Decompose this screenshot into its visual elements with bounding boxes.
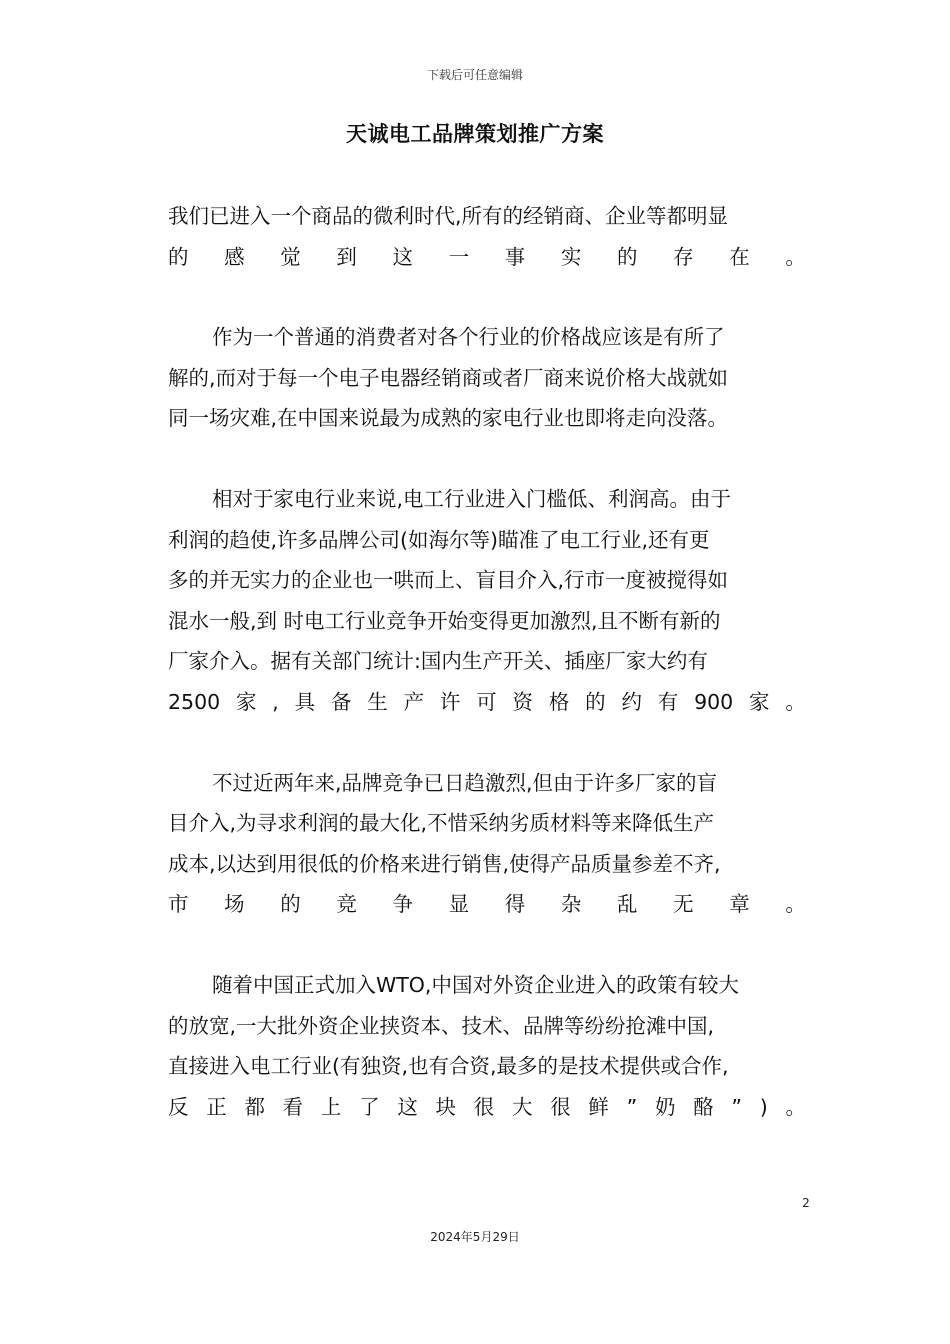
spread-char: 的 — [617, 244, 638, 269]
text-line: 目介入,为寻求利润的最大化,不惜采纳劣质材料等来降低生产 — [168, 811, 715, 836]
spread-char: 。 — [785, 892, 806, 917]
spread-char: 的 — [168, 244, 189, 269]
spread-char: 的 — [585, 689, 606, 714]
text-line: 解的,而对于每一个电子电器经销商或者厂商来说价格大战就如 — [168, 365, 729, 390]
header-note: 下载后可任意编辑 — [426, 68, 523, 82]
spread-char: 在 — [729, 244, 750, 269]
spread-char: , — [272, 689, 279, 714]
paragraph-4 — [168, 763, 806, 925]
paragraph-5 — [168, 965, 806, 1127]
spread-char: 感 — [224, 244, 245, 269]
spread-char: 到 — [336, 244, 357, 269]
text-line: 混水一般,到 时电工行业竞争开始变得更加激烈,且不断有新的 — [168, 608, 721, 633]
spread-char: 备 — [330, 689, 352, 714]
spread-char: 2500 — [168, 689, 221, 714]
spread-line — [168, 682, 806, 723]
text-line: 厂家介入。据有关部门统计:国内生产开关、插座厂家大约有 — [168, 649, 708, 674]
spread-line — [168, 237, 806, 278]
text-line: 我们已进入一个商品的微利时代,所有的经销商、企业等都明显 — [168, 204, 729, 228]
spread-char: ” — [731, 1094, 743, 1119]
spread-char: 块 — [435, 1094, 457, 1119]
spread-char: 存 — [673, 244, 694, 269]
text-line: 随着中国正式加入WTO,中国对外资企业进入的政策有较大 — [212, 972, 739, 997]
spread-char: 。 — [785, 1094, 806, 1119]
spread-char: 酪 — [693, 1094, 714, 1119]
text-line: 不过近两年来,品牌竞争已日趋激烈,但由于许多厂家的盲 — [212, 770, 718, 795]
page-number: 2 — [802, 1196, 810, 1210]
spread-char: 场 — [224, 892, 245, 917]
spread-char: 有 — [657, 689, 679, 714]
spread-line — [168, 884, 806, 925]
paragraph-3 — [168, 479, 806, 723]
spread-char: 一 — [448, 244, 470, 269]
text-line: 利润的趋使,许多品牌公司(如海尔等)瞄准了电工行业,还有更 — [168, 527, 710, 552]
text-line: 的放宽,一大批外资企业挟资本、技术、品牌等纷纷抢滩中国, — [168, 1013, 715, 1038]
spread-char: 正 — [206, 1094, 227, 1119]
spread-char: 约 — [621, 689, 642, 714]
spread-char: ) — [759, 1094, 768, 1119]
document-title: 天诚电工品牌策划推广方案 — [346, 122, 604, 146]
spread-char: 显 — [448, 892, 470, 917]
text-line: 同一场灾难,在中国来说最为成熟的家电行业也即将走向没落。 — [168, 406, 729, 431]
spread-char: 市 — [168, 892, 189, 917]
spread-char: 了 — [359, 1094, 380, 1119]
spread-char: 这 — [392, 244, 413, 269]
spread-char: 事 — [504, 244, 526, 269]
spread-char: 章 — [729, 892, 750, 917]
document-body — [168, 196, 806, 1127]
spread-char: 可 — [476, 689, 497, 714]
text-line: 作为一个普通的消费者对各个行业的价格战应该是有所了 — [212, 325, 725, 350]
footer-date: 2024年5月29日 — [430, 1230, 520, 1244]
spread-char: 很 — [550, 1094, 571, 1119]
spread-char: 的 — [280, 892, 301, 917]
paragraph-2 — [168, 317, 806, 439]
spread-char: 反 — [168, 1094, 189, 1119]
text-line: 成本,以达到用很低的价格来进行销售,使得产品质量参差不齐, — [168, 851, 721, 876]
spread-char: 大 — [511, 1094, 533, 1119]
spread-char: ” — [626, 1094, 638, 1119]
spread-char: 得 — [504, 892, 526, 917]
spread-char: 格 — [548, 689, 570, 714]
spread-char: 都 — [244, 1094, 265, 1119]
spread-char: 这 — [397, 1094, 418, 1119]
spread-char: 乱 — [617, 892, 638, 917]
spread-char: 上 — [320, 1094, 342, 1119]
spread-char: 产 — [403, 689, 425, 714]
spread-char: 竞 — [336, 892, 357, 917]
spread-char: 鲜 — [588, 1094, 609, 1119]
spread-char: 资 — [512, 689, 534, 714]
spread-char: 实 — [560, 244, 582, 269]
spread-char: 生 — [367, 689, 388, 714]
spread-char: 很 — [473, 1094, 495, 1119]
spread-char: 杂 — [560, 892, 582, 917]
spread-char: 许 — [439, 689, 461, 714]
text-line: 多的并无实力的企业也一哄而上、盲目介入,行市一度被搅得如 — [168, 568, 729, 593]
spread-char: 无 — [673, 892, 694, 917]
spread-char: 争 — [392, 892, 413, 917]
spread-char: 具 — [294, 689, 316, 714]
spread-char: 觉 — [280, 244, 301, 269]
spread-char: 900 — [694, 689, 734, 714]
spread-char: 看 — [282, 1094, 304, 1119]
text-line: 相对于家电行业来说,电工行业进入门槛低、利润高。由于 — [212, 486, 732, 511]
spread-char: 。 — [785, 244, 806, 269]
spread-char: 。 — [785, 689, 806, 714]
paragraph-1 — [168, 196, 806, 277]
text-line: 直接进入电工行业(有独资,也有合资,最多的是技术提供或合作, — [168, 1054, 729, 1079]
spread-line — [168, 1087, 806, 1128]
spread-char: 家 — [749, 689, 770, 714]
spread-char: 家 — [235, 689, 257, 714]
spread-char: 奶 — [654, 1094, 676, 1119]
